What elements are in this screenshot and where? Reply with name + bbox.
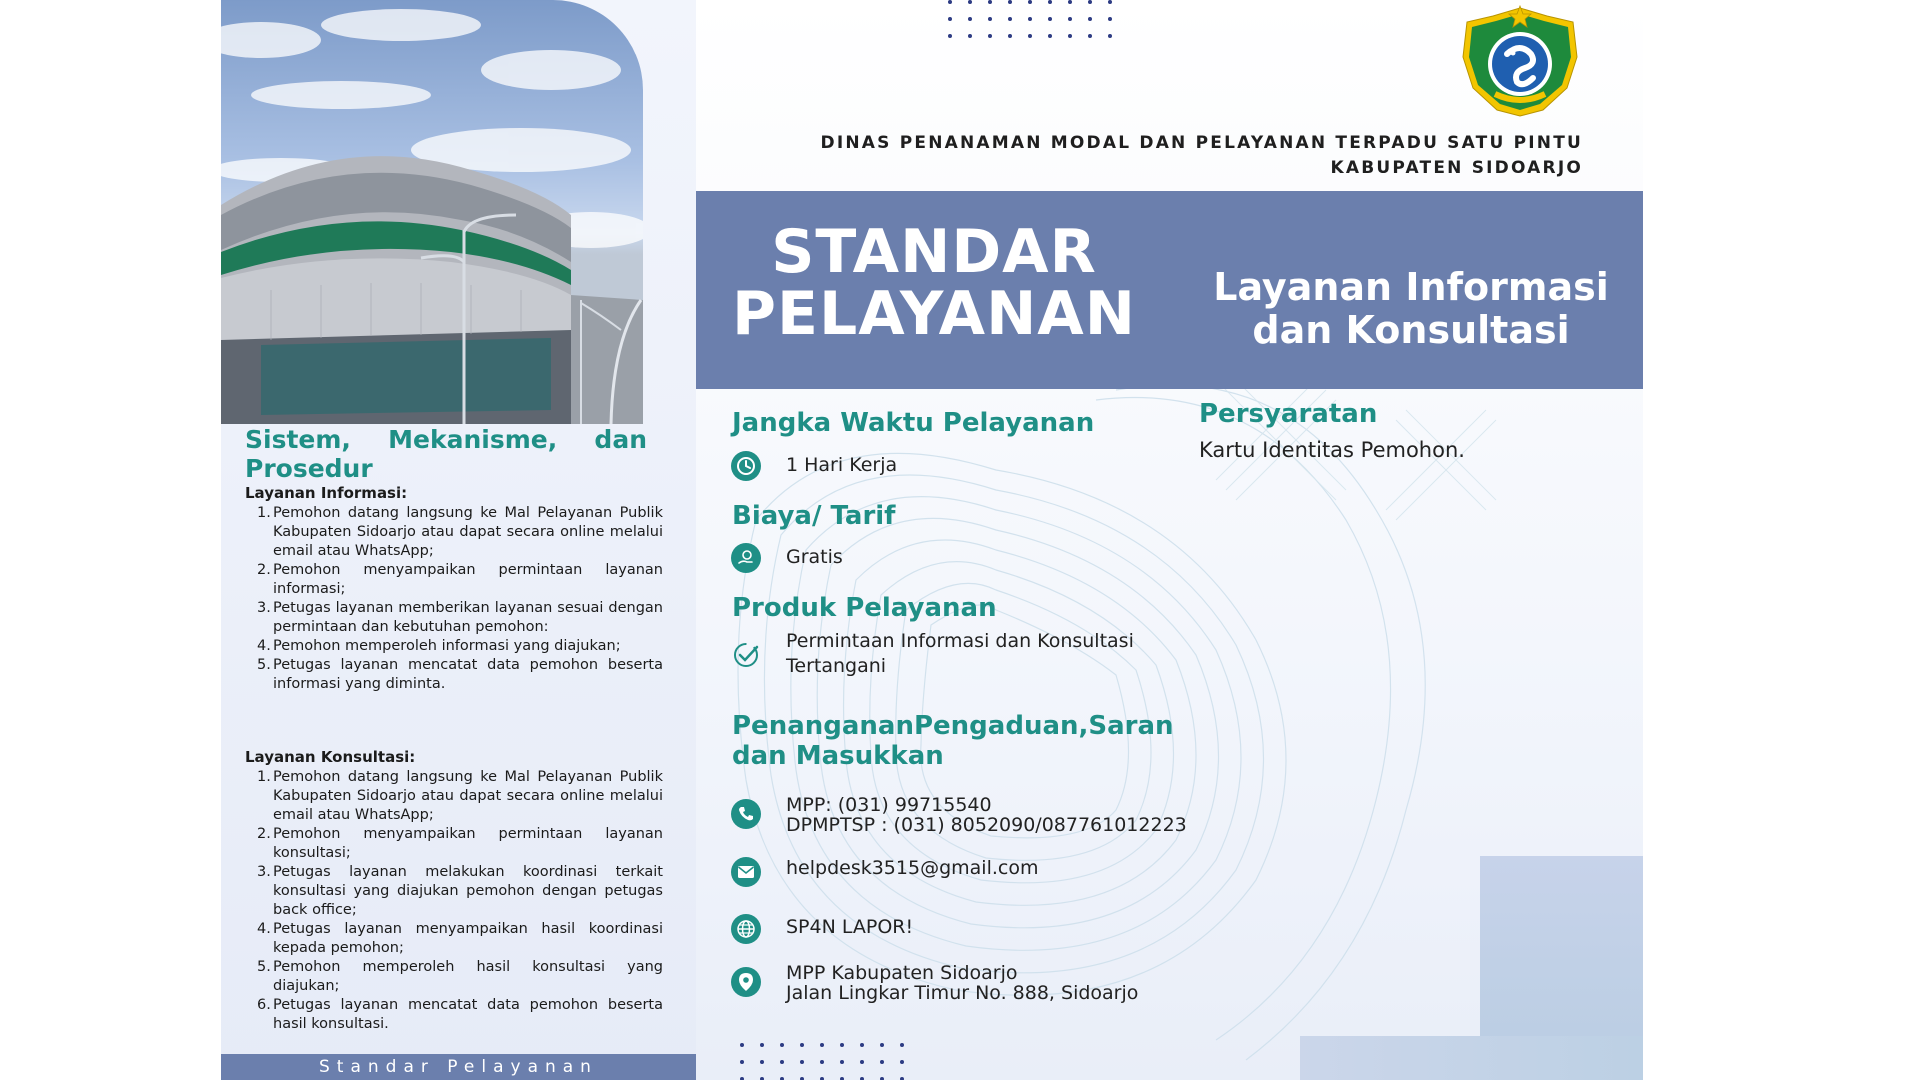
produk-value	[786, 629, 1134, 679]
persyaratan-value: Kartu Identitas Pemohon.	[1199, 438, 1465, 462]
step-text: Pemohon menyampaikan permintaan layanan informasi;	[273, 562, 663, 597]
list-item: 3. Petugas layanan memberikan layanan sesuai dengan permintaan dan kebutuhan pemohon:	[257, 600, 663, 635]
list-item: 1. Pemohon datang langsung ke Mal Pelayanan Publik Kabupaten Sidoarjo atau dapat secara online melalui email atau WhatsApp;	[257, 769, 663, 823]
decorative-dot	[968, 0, 972, 4]
step-text: Petugas layanan menyampaikan hasil koordinasi kepada pemohon;	[273, 921, 663, 956]
list-item: 2. Pemohon menyampaikan permintaan layanan informasi;	[257, 562, 663, 597]
phone-mpp: MPP: (031) 99715540	[786, 794, 992, 816]
agency-line2: KABUPATEN SIDOARJO	[1330, 158, 1583, 178]
decorative-dot	[1068, 34, 1072, 38]
pengaduan-title-word: Pengaduan,	[913, 711, 1089, 741]
email-address: helpdesk3515@gmail.com	[786, 857, 1039, 879]
decorative-dot	[1048, 34, 1052, 38]
informasi-procedure	[245, 484, 663, 694]
decorative-dot	[780, 1060, 784, 1064]
banner-subtitle-line1: Layanan Informasi	[1213, 265, 1609, 309]
decorative-dot	[800, 1060, 804, 1064]
phone-dpmptsp: DPMPTSP : (031) 8052090/087761012223	[786, 814, 1187, 836]
step-text: Petugas layanan mencatat data pemohon beserta informasi yang diminta.	[273, 657, 663, 692]
informasi-heading: Layanan Informasi:	[245, 484, 408, 502]
location-pin-icon	[731, 967, 761, 997]
procedure-title-word: dan	[594, 425, 647, 454]
list-item: 5. Pemohon memperoleh hasil konsultasi yang diajukan;	[257, 959, 663, 994]
decorative-dot	[1088, 0, 1092, 4]
address-line1: MPP Kabupaten Sidoarjo	[786, 962, 1018, 984]
money-hand-icon	[731, 543, 761, 573]
banner-title-line1: STANDAR	[771, 217, 1097, 287]
banner-title-line2: PELAYANAN	[732, 279, 1136, 349]
procedure-title-line2: Prosedur	[245, 454, 373, 483]
list-item: 2. Pemohon menyampaikan permintaan layanan konsultasi;	[257, 826, 663, 861]
decorative-dot	[988, 0, 992, 4]
jangka-waktu-title: Jangka Waktu Pelayanan	[732, 408, 1095, 438]
jangka-waktu-value: 1 Hari Kerja	[786, 454, 898, 476]
decorative-dot	[840, 1043, 844, 1047]
decorative-dot	[948, 17, 952, 21]
biaya-value: Gratis	[786, 546, 843, 568]
list-item: 3. Petugas layanan melakukan koordinasi terkait konsultasi yang diajukan pemohon dengan petugas back office;	[257, 864, 663, 918]
list-item: 6. Petugas layanan mencatat data pemohon beserta hasil konsultasi.	[257, 997, 663, 1032]
title-banner	[696, 191, 1643, 389]
agency-line1: DINAS PENANAMAN MODAL DAN PELAYANAN TERPADU SATU PINTU	[820, 133, 1583, 153]
procedure-title	[245, 425, 647, 483]
pengaduan-title-word: Saran	[1088, 711, 1174, 741]
decorative-dot	[1028, 0, 1032, 4]
decorative-dot	[1108, 34, 1112, 38]
footer-bar: Standar Pelayanan	[221, 1054, 696, 1080]
decorative-dot	[1008, 34, 1012, 38]
decorative-dot	[900, 1043, 904, 1047]
decorative-dot	[1068, 0, 1072, 4]
decorative-dot	[968, 34, 972, 38]
konsultasi-procedure	[245, 748, 663, 1034]
globe-icon	[731, 914, 761, 944]
decorative-dot	[760, 1043, 764, 1047]
procedure-title-word: Sistem,	[245, 425, 351, 454]
list-item: 4. Petugas layanan menyampaikan hasil koordinasi kepada pemohon;	[257, 921, 663, 956]
step-text: Pemohon menyampaikan permintaan layanan konsultasi;	[273, 826, 663, 861]
decorative-dot	[880, 1060, 884, 1064]
decorative-dot	[1008, 17, 1012, 21]
decorative-dot	[880, 1043, 884, 1047]
agency-name	[760, 131, 1583, 181]
decorative-dot	[1088, 34, 1092, 38]
clock-icon	[731, 451, 761, 481]
check-badge-icon	[731, 640, 761, 670]
decorative-dot	[820, 1043, 824, 1047]
decorative-dot	[1048, 0, 1052, 4]
list-item: 5. Petugas layanan mencatat data pemohon beserta informasi yang diminta.	[257, 657, 663, 692]
decorative-dot	[988, 17, 992, 21]
decorative-dot	[948, 34, 952, 38]
phone-numbers	[786, 795, 1187, 835]
decorative-dot	[760, 1060, 764, 1064]
address-line2: Jalan Lingkar Timur No. 888, Sidoarjo	[786, 982, 1139, 1004]
pengaduan-title	[732, 711, 1172, 771]
decorative-dot	[1028, 34, 1032, 38]
procedure-title-word: Mekanisme,	[388, 425, 558, 454]
produk-title: Produk Pelayanan	[732, 593, 997, 623]
decorative-dot	[800, 1043, 804, 1047]
step-text: Pemohon datang langsung ke Mal Pelayanan Publik Kabupaten Sidoarjo atau dapat secara online melalui email atau WhatsApp;	[273, 769, 663, 823]
list-item: 1. Pemohon datang langsung ke Mal Pelayanan Publik Kabupaten Sidoarjo atau dapat secara online melalui email atau WhatsApp;	[257, 505, 663, 559]
decorative-dot	[968, 17, 972, 21]
decorative-block	[1300, 1036, 1643, 1080]
step-text: Pemohon memperoleh informasi yang diajukan;	[273, 638, 621, 654]
biaya-title: Biaya/ Tarif	[732, 501, 896, 531]
persyaratan-title: Persyaratan	[1199, 399, 1378, 429]
building-photo	[221, 0, 643, 424]
decorative-dot	[900, 1060, 904, 1064]
decorative-dot	[1008, 0, 1012, 4]
decorative-dot	[740, 1060, 744, 1064]
produk-value-line2: Tertangani	[786, 655, 887, 677]
step-text: Petugas layanan memberikan layanan sesuai dengan permintaan dan kebutuhan pemohon:	[273, 600, 663, 635]
produk-value-line1: Permintaan Informasi dan Konsultasi	[786, 630, 1134, 652]
decorative-dot	[780, 1043, 784, 1047]
decorative-dot	[1028, 17, 1032, 21]
step-text: Pemohon memperoleh hasil konsultasi yang diajukan;	[273, 959, 663, 994]
decorative-dot	[1108, 17, 1112, 21]
phone-icon	[731, 799, 761, 829]
banner-title	[696, 217, 1172, 349]
decorative-dot	[988, 34, 992, 38]
konsultasi-heading: Layanan Konsultasi:	[245, 748, 416, 766]
pengaduan-title-word: Penanganan	[732, 711, 914, 741]
sp4n-lapor: SP4N LAPOR!	[786, 916, 914, 938]
decorative-dot	[860, 1060, 864, 1064]
list-item: 4. Pemohon memperoleh informasi yang diajukan;	[257, 638, 621, 654]
decorative-dot	[740, 1043, 744, 1047]
banner-subtitle-line2: dan Konsultasi	[1252, 308, 1570, 352]
decorative-dot	[1088, 17, 1092, 21]
dot-pattern-bottom	[736, 1032, 916, 1080]
step-text: Pemohon datang langsung ke Mal Pelayanan Publik Kabupaten Sidoarjo atau dapat secara online melalui email atau WhatsApp;	[273, 505, 663, 559]
address	[786, 963, 1138, 1003]
decorative-dot	[840, 1060, 844, 1064]
decorative-dot	[1108, 0, 1112, 4]
kabupaten-sidoarjo-logo	[1455, 2, 1585, 120]
step-text: Petugas layanan melakukan koordinasi terkait konsultasi yang diajukan pemohon dengan petugas back office;	[273, 864, 663, 918]
decorative-dot	[820, 1060, 824, 1064]
email-icon	[731, 857, 761, 887]
decorative-dot	[1048, 17, 1052, 21]
decorative-dot	[948, 0, 952, 4]
banner-subtitle	[1196, 266, 1626, 352]
decorative-dot	[860, 1043, 864, 1047]
step-text: Petugas layanan mencatat data pemohon beserta hasil konsultasi.	[273, 997, 663, 1032]
decorative-dot	[1068, 17, 1072, 21]
dot-pattern-top	[944, 0, 1124, 40]
pengaduan-title-line2: dan Masukkan	[732, 741, 944, 771]
